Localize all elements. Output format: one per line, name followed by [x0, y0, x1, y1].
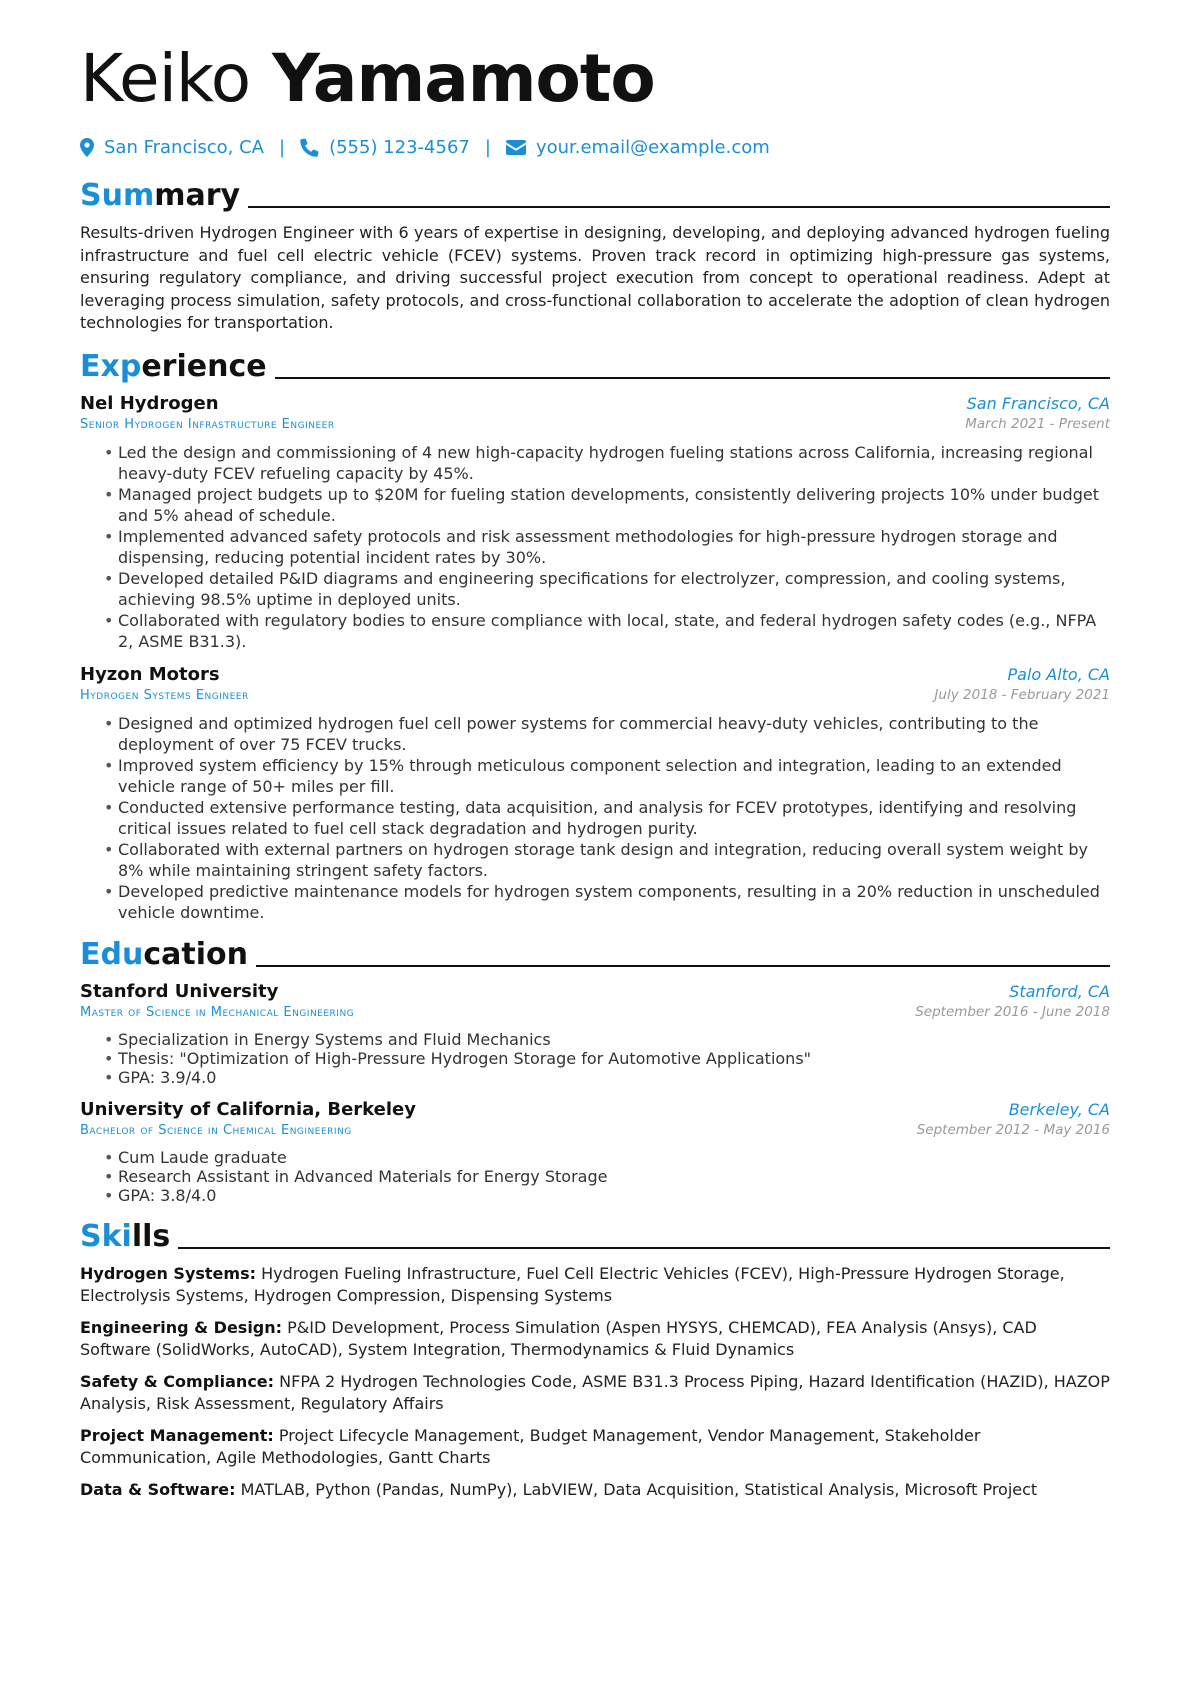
skill-category: Hydrogen Systems:	[80, 1263, 256, 1283]
bullet-list	[80, 1030, 1110, 1087]
skill-items: P&ID Development, Process Simulation (Aspen HYSYS, CHEMCAD), FEA Analysis (Ansys), CAD Software (SolidWorks, AutoCAD), System Integration, Thermodynamics & Fluid Dynamics	[80, 1317, 1037, 1359]
bullet-item: • GPA: 3.9/4.0	[104, 1068, 1110, 1087]
bullet-item: • Implemented advanced safety protocols and risk assessment methodologies for high-pressure hydrogen storage and dispensing, reducing potential incident rates by 30%.	[104, 526, 1110, 568]
bullet-item: • Specialization in Energy Systems and Fluid Mechanics	[104, 1030, 1110, 1049]
section-title: Skills	[80, 1218, 171, 1254]
bullet-item: • Collaborated with external partners on hydrogen storage tank design and integration, reducing overall system weight by 8% while maintaining stringent safety factors.	[104, 839, 1110, 881]
map-marker-icon	[80, 138, 94, 157]
entry-location: Stanford, CA	[1009, 981, 1110, 1001]
skill-category: Data & Software:	[80, 1479, 236, 1499]
entry-dates: July 2018 - February 2021	[934, 686, 1110, 703]
entry-location: Palo Alto, CA	[1007, 664, 1110, 684]
phone-icon	[300, 138, 319, 157]
employer-name: Nel Hydrogen	[80, 392, 219, 414]
section-title: Experience	[80, 348, 267, 384]
summary-text: Results-driven Hydrogen Engineer with 6 years of expertise in designing, developing, and deploying advanced hydrogen fueling infrastructure and fuel cell electric vehicle (FCEV) systems. Proven track record in optimizing high-pressure gas systems, ensuring regulatory compliance, and driving successful project execution from concept to operational readiness. Adept at leveraging process simulation, safety protocols, and cross-functional collaboration to accelerate the adoption of clean hydrogen technologies for transportation.	[80, 223, 1110, 332]
candidate-name	[80, 36, 1110, 122]
degree-title: Bachelor of Science in Chemical Engineering	[80, 1122, 352, 1138]
contact-location	[80, 137, 264, 158]
skill-items: Project Lifecycle Management, Budget Management, Vendor Management, Stakeholder Communication, Agile Methodologies, Gantt Charts	[80, 1425, 981, 1467]
last-name: Yamamoto	[272, 40, 655, 117]
skill-row	[80, 1425, 1110, 1469]
bullet-item: • Cum Laude graduate	[104, 1148, 1110, 1167]
bullet-item: • Designed and optimized hydrogen fuel cell power systems for commercial heavy-duty vehicles, contributing to the deployment of over 75 FCEV trucks.	[104, 713, 1110, 755]
section-title: Education	[80, 936, 248, 972]
section-rule	[248, 206, 1110, 208]
bullet-list	[80, 713, 1110, 923]
skill-category: Safety & Compliance:	[80, 1371, 275, 1391]
entry-dates: September 2012 - May 2016	[916, 1121, 1110, 1138]
skill-items: MATLAB, Python (Pandas, NumPy), LabVIEW, Data Acquisition, Statistical Analysis, Microsoft Project	[240, 1479, 1038, 1499]
bullet-item: • Led the design and commissioning of 4 new high-capacity hydrogen fueling stations across California, increasing regional heavy-duty FCEV refueling capacity by 45%.	[104, 442, 1110, 484]
skill-category: Engineering & Design:	[80, 1317, 283, 1337]
phone-text: (555) 123-4567	[329, 136, 470, 158]
skill-row	[80, 1479, 1110, 1501]
first-name: Keiko	[80, 40, 251, 117]
experience-entry	[80, 393, 1110, 652]
bullet-item: • Research Assistant in Advanced Materials for Energy Storage	[104, 1167, 1110, 1186]
contact-separator: |	[278, 136, 286, 158]
job-title: Senior Hydrogen Infrastructure Engineer	[80, 416, 335, 432]
bullet-item: • Managed project budgets up to $20M for fueling station developments, consistently delivering projects 10% under budget and 5% ahead of schedule.	[104, 484, 1110, 526]
section-rule	[256, 965, 1110, 967]
bullet-item: • Collaborated with regulatory bodies to ensure compliance with local, state, and federal hydrogen safety codes (e.g., NFPA 2, ASME B31.3).	[104, 610, 1110, 652]
bullet-list	[80, 442, 1110, 652]
job-title: Hydrogen Systems Engineer	[80, 687, 249, 703]
skill-items: NFPA 2 Hydrogen Technologies Code, ASME B31.3 Process Piping, Hazard Identification (HAZID), HAZOP Analysis, Risk Assessment, Regulatory Affairs	[80, 1371, 1110, 1413]
contact-separator: |	[484, 136, 491, 158]
school-name: Stanford University	[80, 980, 279, 1002]
bullet-list	[80, 1148, 1110, 1205]
bullet-item: • Developed detailed P&ID diagrams and engineering specifications for electrolyzer, compression, and cooling systems, achieving 98.5% uptime in deployed units.	[104, 568, 1110, 610]
contact-email[interactable]	[506, 137, 770, 158]
education-heading	[80, 933, 1110, 973]
skill-row	[80, 1317, 1110, 1361]
email-text: your.email@example.com	[535, 136, 770, 158]
entry-location: Berkeley, CA	[1008, 1099, 1110, 1119]
employer-name: Hyzon Motors	[80, 663, 220, 685]
bullet-item: • Conducted extensive performance testing, data acquisition, and analysis for FCEV prototypes, identifying and resolving critical issues related to fuel cell stack degradation and hydrogen purity.	[104, 797, 1110, 839]
entry-dates: March 2021 - Present	[965, 415, 1110, 432]
skill-items: Hydrogen Fueling Infrastructure, Fuel Cell Electric Vehicles (FCEV), High-Pressure Hydrogen Storage, Electrolysis Systems, Hydrogen Compression, Dispensing Systems	[80, 1263, 1065, 1305]
entry-location: San Francisco, CA	[966, 393, 1110, 413]
entry-dates: September 2016 - June 2018	[915, 1003, 1110, 1020]
summary-heading	[80, 174, 1110, 214]
bullet-item: • Developed predictive maintenance models for hydrogen system components, resulting in a 20% reduction in unscheduled vehicle downtime.	[104, 881, 1110, 923]
skills-heading	[80, 1215, 1110, 1255]
school-name: University of California, Berkeley	[80, 1098, 416, 1120]
section-rule	[178, 1247, 1110, 1249]
skills-list	[80, 1263, 1110, 1501]
education-entry	[80, 1099, 1110, 1205]
section-title: Summary	[80, 178, 241, 213]
bullet-item: • Thesis: "Optimization of High-Pressure Hydrogen Storage for Automotive Applications"	[104, 1049, 1110, 1068]
skill-category: Project Management:	[80, 1425, 274, 1445]
education-entry	[80, 981, 1110, 1087]
bullet-item: • GPA: 3.8/4.0	[104, 1186, 1110, 1205]
contact-bar	[80, 130, 1110, 164]
experience-entry	[80, 664, 1110, 923]
section-rule	[275, 377, 1110, 379]
bullet-item: • Improved system efficiency by 15% through meticulous component selection and integration, leading to an extended vehicle range of 50+ miles per fill.	[104, 755, 1110, 797]
location-text: San Francisco, CA	[104, 136, 264, 158]
skill-row	[80, 1263, 1110, 1307]
skill-row	[80, 1371, 1110, 1415]
contact-phone[interactable]	[300, 137, 470, 158]
envelope-icon	[506, 140, 526, 155]
experience-heading	[80, 345, 1110, 385]
degree-title: Master of Science in Mechanical Engineering	[80, 1004, 355, 1020]
